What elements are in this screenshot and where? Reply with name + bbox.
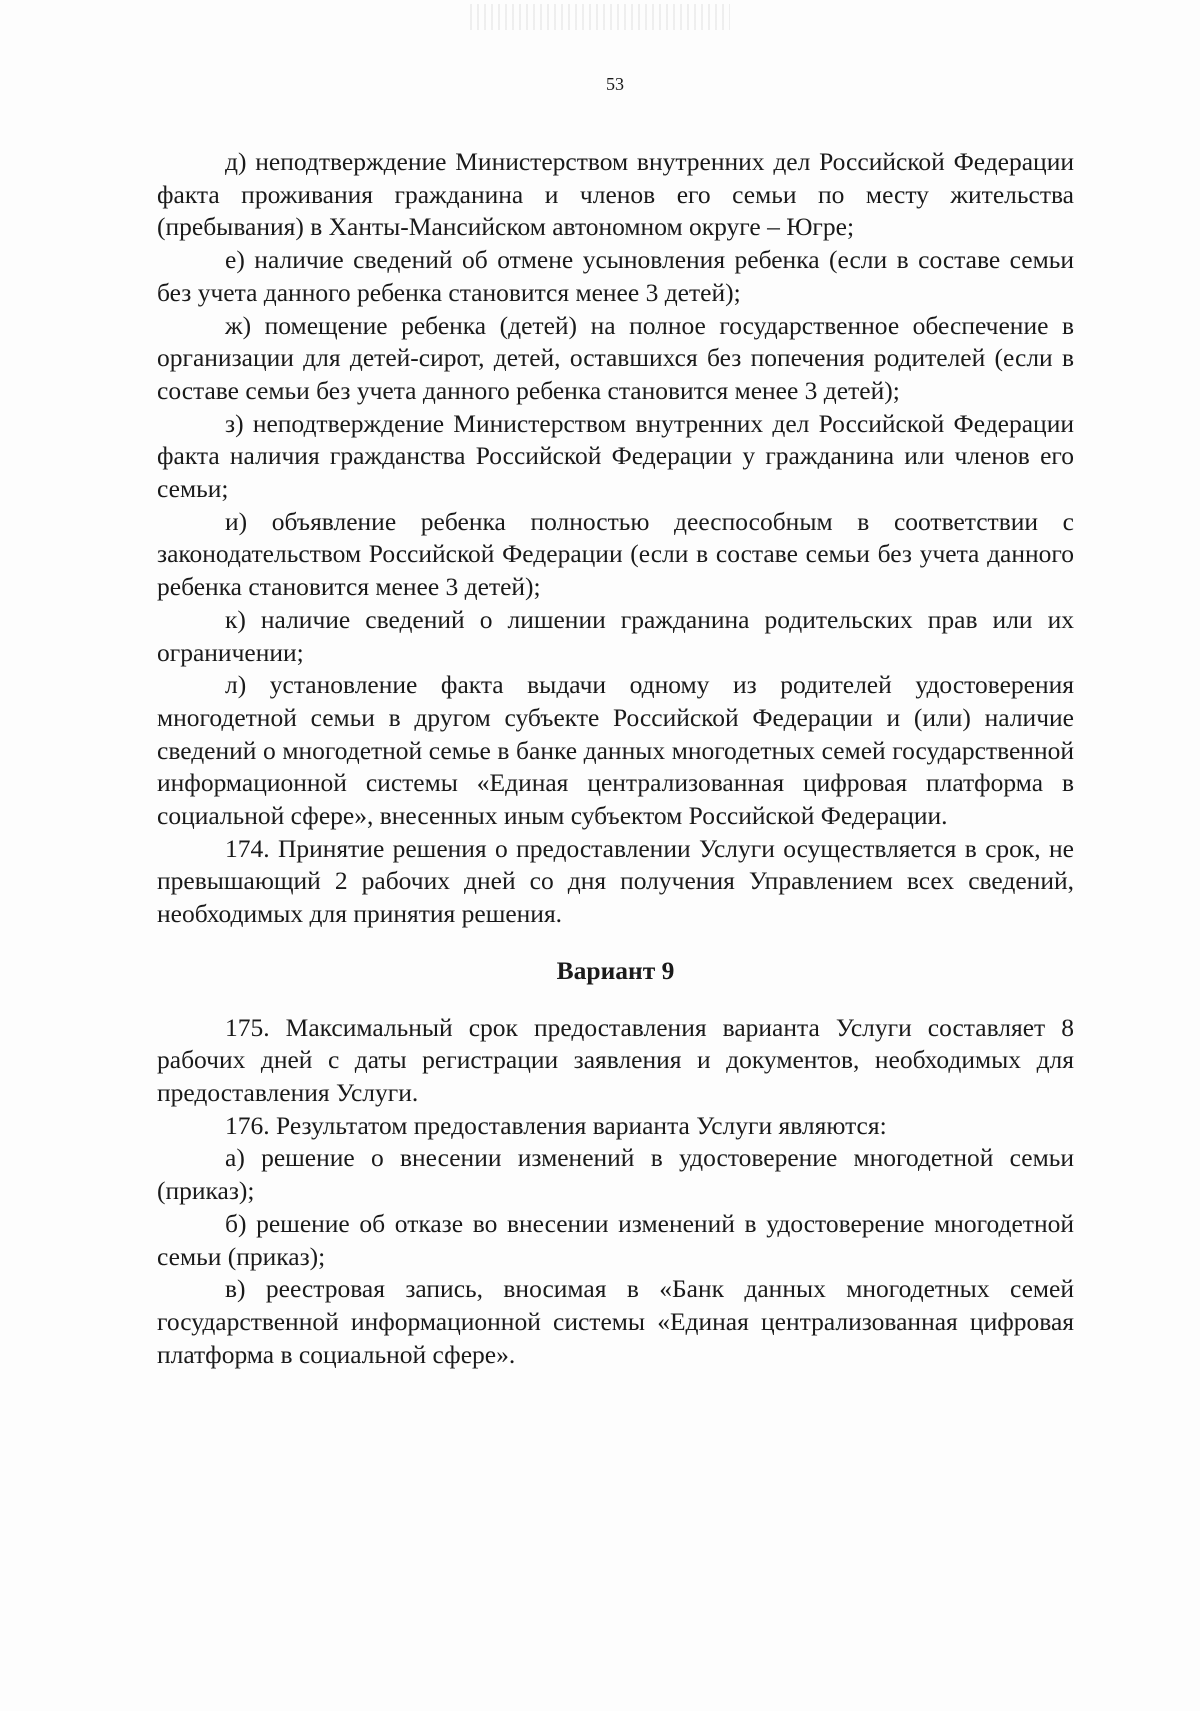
paragraph-v: в) реестровая запись, вносимая в «Банк данных многодетных семей государственной информационной системы «Единая централизованная цифровая платформа в социальной сфере». — [157, 1274, 1074, 1369]
paragraph-176: 176. Результатом предоставления варианта Услуги являются: — [225, 1110, 887, 1140]
paragraph-i: и) объявление ребенка полностью дееспособным в соответствии с законодательством Российской Федерации (если в составе семьи без учета данного ребенка становится менее 3 детей); — [157, 506, 1074, 602]
page-number: 53 — [606, 74, 624, 94]
paragraph-k: к) наличие сведений о лишении гражданина родительских прав или их ограничении; — [157, 604, 1074, 667]
paragraph-z: з) неподтверждение Министерством внутренних дел Российской Федерации факта наличия гражданства Российской Федерации у гражданина или членов его семьи; — [157, 408, 1074, 504]
paragraph-175: 175. Максимальный срок предоставления варианта Услуги составляет 8 рабочих дней с даты регистрации заявления и документов, необходимых для предоставления Услуги. — [157, 1012, 1074, 1107]
paragraph-a: а) решение о внесении изменений в удостоверение многодетной семьи (приказ); — [157, 1143, 1074, 1206]
paragraph-d: д) неподтверждение Министерством внутренних дел Российской Федерации факта проживания гражданина и членов его семьи по месту жительства (пребывания) в Ханты-Мансийском автономном округе – Югре; — [157, 147, 1074, 242]
paragraph-174: 174. Принятие решения о предоставлении Услуги осуществляется в срок, не превышающий 2 рабочих дней со дня получения Управлением всех сведений, необходимых для принятия решения. — [157, 833, 1074, 929]
section-heading: Вариант 9 — [556, 955, 675, 985]
paragraph-zh: ж) помещение ребенка (детей) на полное государственное обеспечение в организации для детей-сирот, детей, оставшихся без попечения родителей (если в составе семьи без учета данного ребенка становится менее 3 детей); — [157, 310, 1074, 405]
scan-artifact — [470, 4, 730, 30]
paragraph-l: л) установление факта выдачи одному из родителей удостоверения многодетной семьи в другом субъекте Российской Федерации и (или) наличие сведений о многодетной семье в банке данных многодетных семей государственной информационной системы «Единая централизованная цифровая платформа в социальной сфере», внесенных иным субъектом Российской Федерации. — [157, 670, 1074, 831]
document-body — [157, 146, 1074, 1371]
paragraph-e: е) наличие сведений об отмене усыновления ребенка (если в составе семьи без учета данного ребенка становится менее 3 детей); — [157, 245, 1074, 307]
paragraph-b: б) решение об отказе во внесении изменений в удостоверение многодетной семьи (приказ); — [157, 1208, 1074, 1271]
